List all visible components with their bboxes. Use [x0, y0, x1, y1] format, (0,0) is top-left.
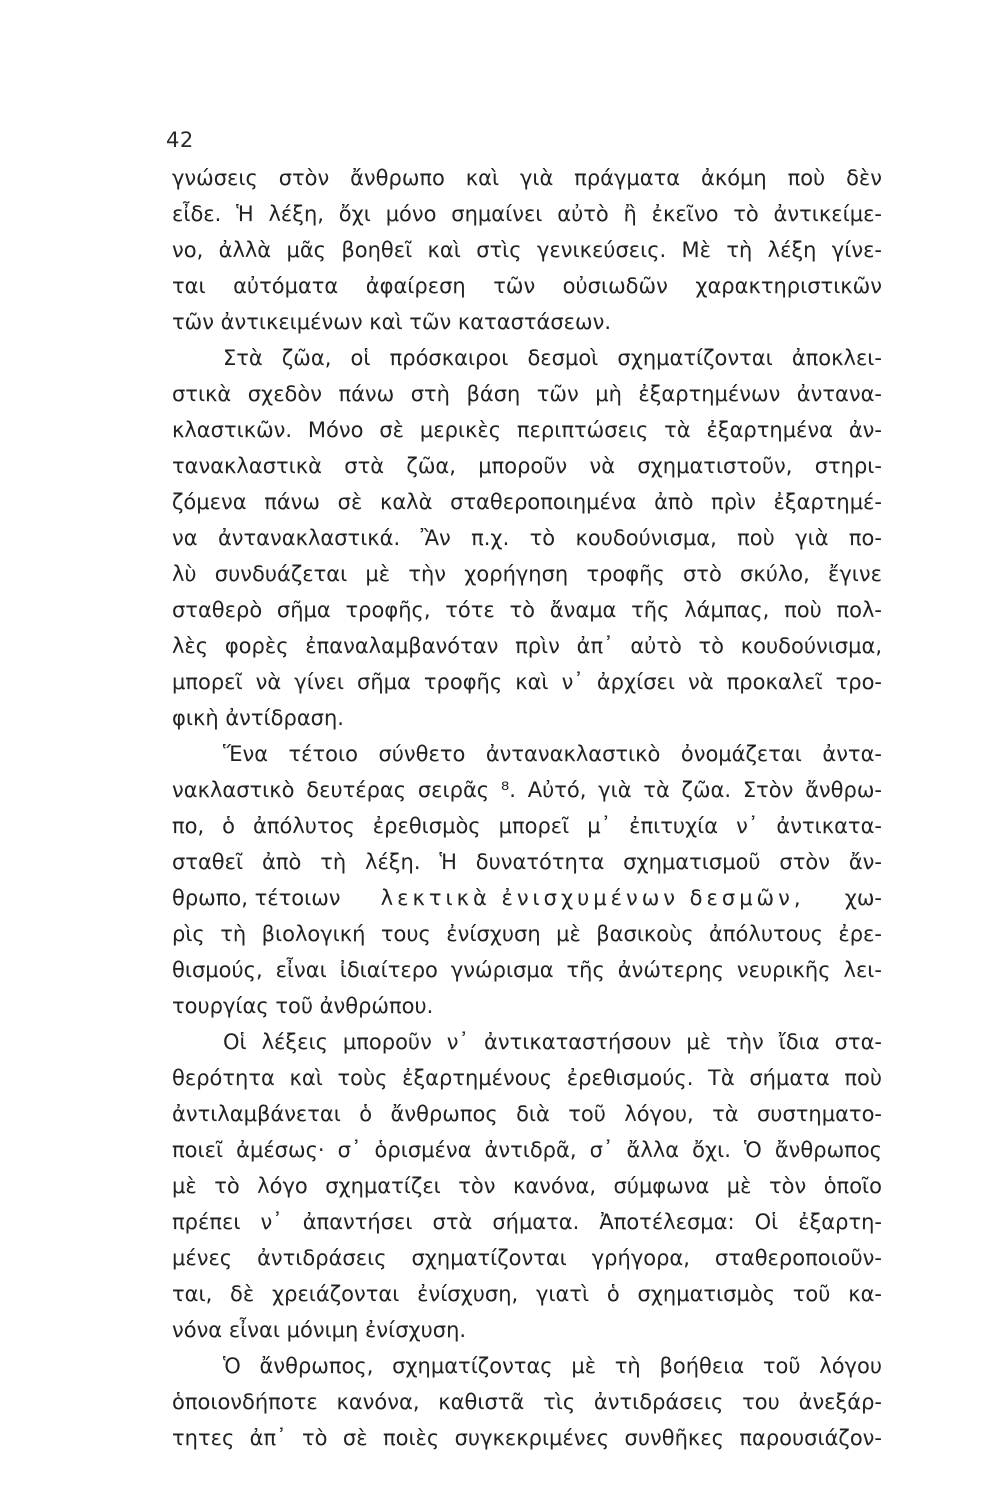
text-line: στικὰ σχεδὸν πάνω στὴ βάση τῶν μὴ ἐξαρτημένων ἀντανα-: [172, 382, 882, 406]
text-line: ρὶς τὴ βιολογική τους ἐνίσχυση μὲ βασικοὺς ἀπόλυτους ἐρε-: [172, 922, 882, 946]
text-line: ποιεῖ ἀμέσως· σ᾿ ὁρισμένα ἀντιδρᾶ, σ᾿ ἄλλα ὄχι. Ὁ ἄνθρωπος: [172, 1138, 882, 1162]
spaced-emphasis: λεκτικὰ ἐνισχυμένων δεσμῶν,: [380, 886, 805, 910]
text-line: ὁποιονδήποτε κανόνα, καθιστᾶ τὶς ἀντιδράσεις του ἀνεξάρ-: [172, 1390, 882, 1414]
text-line: τανακλαστικὰ στὰ ζῶα, μποροῦν νὰ σχηματιστοῦν, στηρι-: [172, 454, 882, 478]
text-line: πρέπει ν᾿ ἀπαντήσει στὰ σήματα. Ἀποτέλεσμα: Οἱ ἐξαρτη-: [172, 1210, 882, 1234]
text-line: ται αὐτόματα ἀφαίρεση τῶν οὐσιωδῶν χαρακτηριστικῶν: [172, 274, 882, 298]
text-line: τῶν ἀντικειμένων καὶ τῶν καταστάσεων.: [172, 310, 612, 334]
text-line: μπορεῖ νὰ γίνει σῆμα τροφῆς καὶ ν᾿ ἀρχίσει νὰ προκαλεῖ τρο-: [172, 670, 882, 694]
text-segment: χω-: [844, 886, 882, 910]
text-line: [172, 880, 882, 916]
text-line: Στὰ ζῶα, οἱ πρόσκαιροι δεσμοὶ σχηματίζονται ἀποκλει-: [223, 346, 882, 370]
text-segment: θρωπο, τέτοιων: [172, 886, 341, 910]
text-line: μένες ἀντιδράσεις σχηματίζονται γρήγορα, σταθεροποιοῦν-: [172, 1246, 882, 1270]
text-line: μὲ τὸ λόγο σχηματίζει τὸν κανόνα, σύμφωνα μὲ τὸν ὁποῖο: [172, 1174, 882, 1198]
text-line: να ἀντανακλαστικά. Ἂν π.χ. τὸ κουδούνισμα, ποὺ γιὰ πο-: [172, 526, 882, 550]
text-line: κλαστικῶν. Μόνο σὲ μερικὲς περιπτώσεις τὰ ἐξαρτημένα ἀν-: [172, 418, 882, 442]
text-line: Ὁ ἄνθρωπος, σχηματίζοντας μὲ τὴ βοήθεια τοῦ λόγου: [223, 1354, 882, 1378]
text-line: νο, ἀλλὰ μᾶς βοηθεῖ καὶ στὶς γενικεύσεις. Μὲ τὴ λέξη γίνε-: [172, 238, 882, 262]
text-line: θισμούς, εἶναι ἰδιαίτερο γνώρισμα τῆς ἀνώτερης νευρικῆς λει-: [172, 958, 882, 982]
text-line: σταθερὸ σῆμα τροφῆς, τότε τὸ ἄναμα τῆς λάμπας, ποὺ πολ-: [172, 598, 882, 622]
text-line: λὲς φορὲς ἐπαναλαμβανόταν πρὶν ἀπ᾿ αὐτὸ τὸ κουδούνισμα,: [172, 634, 882, 658]
text-line: νακλαστικὸ δευτέρας σειρᾶς ⁸. Αὐτό, γιὰ τὰ ζῶα. Στὸν ἄνθρω-: [172, 778, 882, 802]
text-line: πο, ὁ ἀπόλυτος ἐρεθισμὸς μπορεῖ μ᾿ ἐπιτυχία ν᾿ ἀντικατα-: [172, 814, 882, 838]
text-line: τουργίας τοῦ ἀνθρώπου.: [172, 994, 434, 1018]
text-line: Ἕνα τέτοιο σύνθετο ἀντανακλαστικὸ ὀνομάζεται ἀντα-: [223, 742, 882, 766]
text-line: λὺ συνδυάζεται μὲ τὴν χορήγηση τροφῆς στὸ σκύλο, ἔγινε: [172, 562, 882, 586]
text-line: ζόμενα πάνω σὲ καλὰ σταθεροποιημένα ἀπὸ πρὶν ἐξαρτημέ-: [172, 490, 882, 514]
page-number: 42: [166, 128, 194, 152]
text-line: Οἱ λέξεις μποροῦν ν᾿ ἀντικαταστήσουν μὲ τὴν ἴδια στα-: [223, 1030, 882, 1054]
text-line: νόνα εἶναι μόνιμη ἐνίσχυση.: [172, 1318, 467, 1342]
text-line: φικὴ ἀντίδραση.: [172, 706, 344, 730]
text-line: θερότητα καὶ τοὺς ἐξαρτημένους ἐρεθισμούς. Τὰ σήματα ποὺ: [172, 1066, 882, 1090]
text-line: γνώσεις στὸν ἄνθρωπο καὶ γιὰ πράγματα ἀκόμη ποὺ δὲν: [172, 166, 882, 190]
text-line: ἀντιλαμβάνεται ὁ ἄνθρωπος διὰ τοῦ λόγου, τὰ συστηματο-: [172, 1102, 882, 1126]
text-line: ται, δὲ χρειάζονται ἐνίσχυση, γιατὶ ὁ σχηματισμὸς τοῦ κα-: [172, 1282, 882, 1306]
text-line: σταθεῖ ἀπὸ τὴ λέξη. Ἡ δυνατότητα σχηματισμοῦ στὸν ἄν-: [172, 850, 882, 874]
text-line: τητες ἀπ᾿ τὸ σὲ ποιὲς συγκεκριμένες συνθῆκες παρουσιάζον-: [172, 1426, 882, 1450]
text-line: εἶδε. Ἡ λέξη, ὄχι μόνο σημαίνει αὐτὸ ἢ ἐκεῖνο τὸ ἀντικείμε-: [172, 202, 882, 226]
